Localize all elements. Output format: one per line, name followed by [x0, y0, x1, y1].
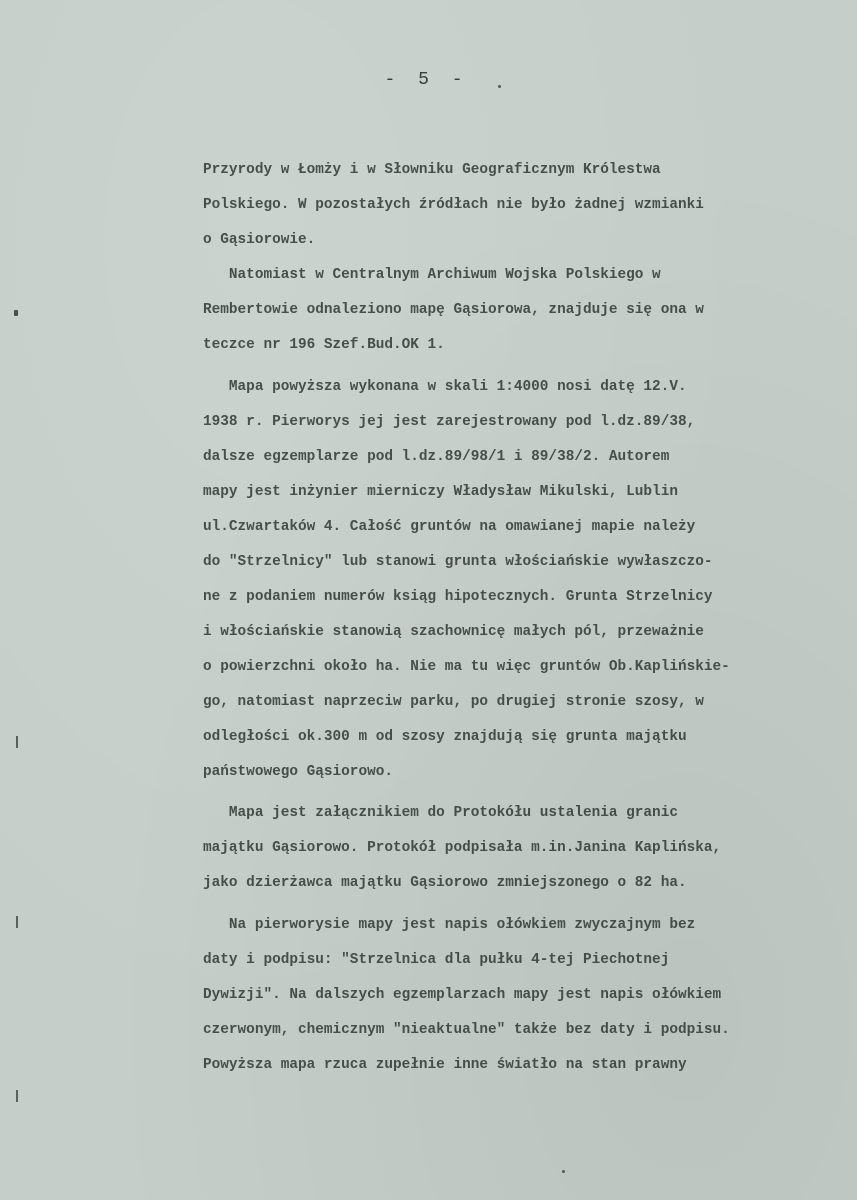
text-line: odległości ok.300 m od szosy znajdują się grunta majątku [203, 729, 687, 745]
text-line: Polskiego. W pozostałych źródłach nie było żadnej wzmianki [203, 197, 704, 213]
text-line: Na pierworysie mapy jest napis ołówkiem zwyczajnym bez [203, 917, 696, 933]
text-line: o Gąsiorowie. [203, 232, 316, 248]
text-line: Przyrody w Łomży i w Słowniku Geograficznym Królestwa [203, 162, 661, 178]
text-line: Powyższa mapa rzuca zupełnie inne światło na stan prawny [203, 1057, 687, 1073]
margin-mark [14, 310, 18, 316]
text-line: Dywizji". Na dalszych egzemplarzach mapy jest napis ołówkiem [203, 987, 722, 1003]
text-line: dalsze egzemplarze pod l.dz.89/98/1 i 89/38/2. Autorem [203, 449, 670, 465]
text-line: jako dzierżawca majątku Gąsiorowo zmniejszonego o 82 ha. [203, 875, 687, 891]
text-line: teczce nr 196 Szef.Bud.OK 1. [203, 337, 445, 353]
text-line: ne z podaniem numerów ksiąg hipotecznych. Grunta Strzelnicy [203, 589, 713, 605]
margin-mark [16, 916, 18, 928]
text-line: mapy jest inżynier mierniczy Władysław Mikulski, Lublin [203, 484, 678, 500]
text-line: Mapa jest załącznikiem do Protokółu ustalenia granic [203, 805, 678, 821]
scan-speck [562, 1170, 565, 1173]
text-line: daty i podpisu: "Strzelnica dla pułku 4-tej Piechotnej [203, 952, 670, 968]
page-number: - 5 - [384, 70, 469, 90]
text-line: go, natomiast naprzeciw parku, po drugiej stronie szosy, w [203, 694, 704, 710]
text-line: czerwonym, chemicznym "nieaktualne" także bez daty i podpisu. [203, 1022, 730, 1038]
text-line: Natomiast w Centralnym Archiwum Wojska Polskiego w [203, 267, 661, 283]
scan-speck [498, 85, 501, 88]
text-line: państwowego Gąsiorowo. [203, 764, 393, 780]
text-line: 1938 r. Pierworys jej jest zarejestrowany pod l.dz.89/38, [203, 414, 696, 430]
text-line: ul.Czwartaków 4. Całość gruntów na omawianej mapie należy [203, 519, 696, 535]
text-line: do "Strzelnicy" lub stanowi grunta włościańskie wywłaszczo- [203, 554, 713, 570]
margin-mark [16, 736, 18, 748]
text-line: majątku Gąsiorowo. Protokół podpisała m.in.Janina Kaplińska, [203, 840, 722, 856]
text-line: Rembertowie odnaleziono mapę Gąsiorowa, znajduje się ona w [203, 302, 704, 318]
margin-mark [16, 1090, 18, 1102]
text-line: Mapa powyższa wykonana w skali 1:4000 nosi datę 12.V. [203, 379, 687, 395]
text-line: i włościańskie stanowią szachownicę małych pól, przeważnie [203, 624, 704, 640]
text-line: o powierzchni około ha. Nie ma tu więc gruntów Ob.Kaplińskie- [203, 659, 730, 675]
